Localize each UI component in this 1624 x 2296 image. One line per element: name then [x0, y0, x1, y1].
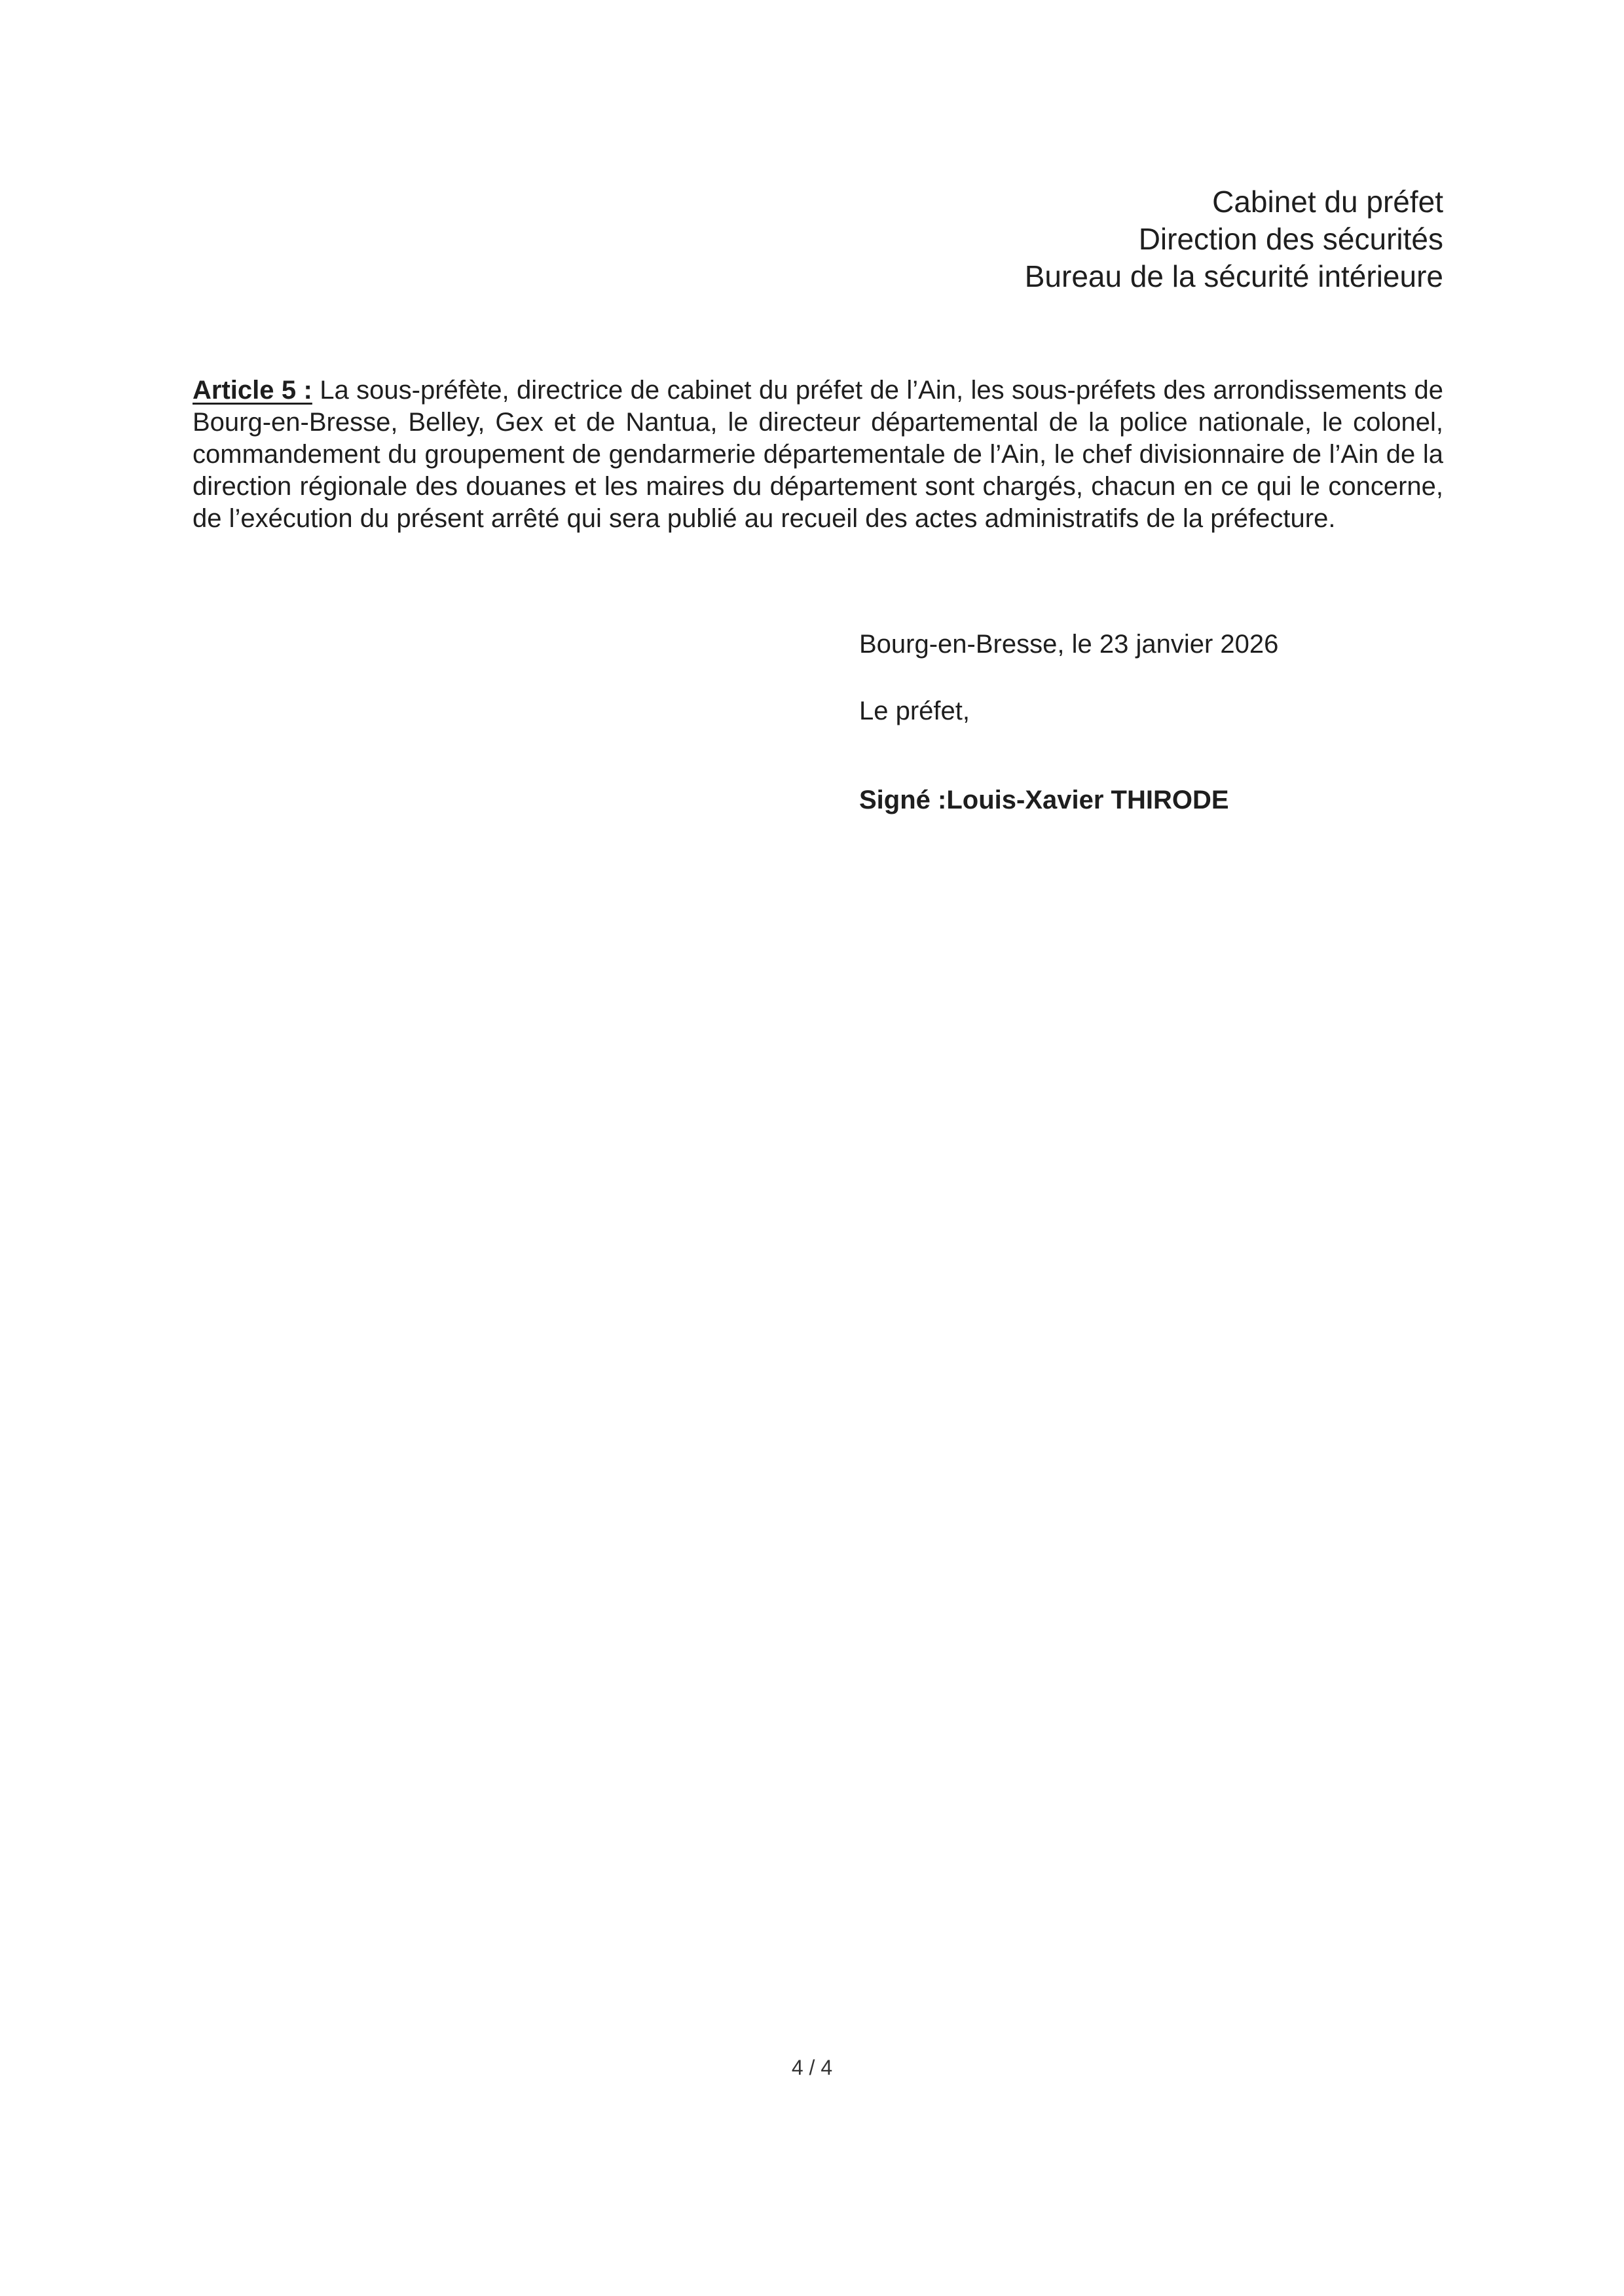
header-direction: Direction des sécurités	[1138, 222, 1443, 256]
place-and-date: Bourg-en-Bresse, le 23 janvier 2026	[859, 630, 1279, 659]
signatory-name: Signé :Louis-Xavier THIRODE	[859, 786, 1229, 814]
article-text: La sous-préfète, directrice de cabinet du préfet de l’Ain, les sous-préfets des arrondissements de Bourg-en-Bresse, Belley, Gex et de Nantua, le directeur départemental de la police nationale, le colonel, commandement du groupement de gendarmerie départementale de l’Ain, le chef divisionnaire de l’Ain de la direction régionale des douanes et les maires du département sont chargés, chacun en ce qui le concerne, de l’exécution du présent arrêté qui sera publié au recueil des actes administratifs de la préfecture.	[193, 376, 1443, 533]
page-number: 4 / 4	[791, 2056, 833, 2079]
header-cabinet: Cabinet du préfet	[1212, 185, 1443, 219]
header-bureau: Bureau de la sécurité intérieure	[1024, 259, 1443, 293]
issuing-office-header	[1025, 183, 1443, 295]
article-5-paragraph	[193, 374, 1443, 535]
signatory-role: Le préfet,	[859, 697, 970, 725]
article-label: Article 5 :	[193, 376, 312, 405]
